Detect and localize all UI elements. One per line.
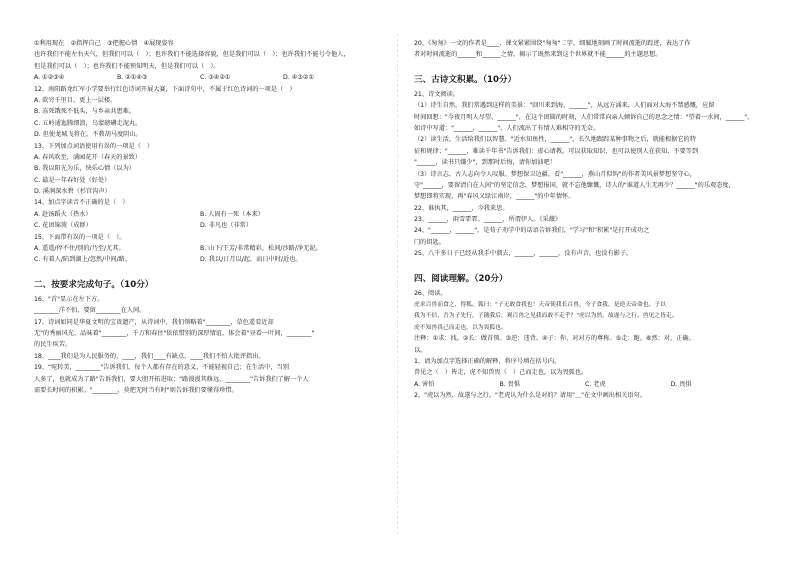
text-line <box>34 131 366 142</box>
line-text: ①利用现在 ②指挥自己 ③把握心情 ④展现姿容 <box>34 40 174 47</box>
text-line <box>34 307 366 318</box>
text-line <box>34 376 366 387</box>
line-text: A. 欲穷千里目，更上一层楼。 <box>34 96 117 104</box>
option-row <box>34 74 366 85</box>
text-line <box>414 216 756 227</box>
line-text: B. 冻死饿死不低头，与乡亲共患难。 <box>34 108 135 116</box>
option-row <box>34 245 366 256</box>
line-text: 无"的秀丽风光，品味着"________，千万和春住"依依惜别的深厚情谊，体会着"昼看一叶间，________" <box>34 329 315 337</box>
text-line <box>414 171 756 182</box>
section-heading: 四、阅读理解。（20分） <box>414 273 508 284</box>
text-line <box>34 120 366 131</box>
option-row <box>34 211 366 222</box>
text-line <box>414 205 756 216</box>
option-text: B. ②①④③ <box>117 74 148 82</box>
text-line <box>34 188 366 199</box>
line-text: 24、"______，______"，是荀子劝学中的话语告诉我们，"学习"和"积累"是打开成功之 <box>414 227 650 235</box>
line-text: D. 溪涧深水碧（杉宫沟声） <box>34 188 111 196</box>
text-line <box>414 301 756 312</box>
text-line <box>414 159 756 170</box>
text-line <box>414 392 756 403</box>
line-text: 时间回想："今夜月明人尽望，______"，在这个团圆的时刻，人们常常向亲人倾诉自己的思念之情："望着一水间，______"。 <box>414 113 754 121</box>
option-text: D. ④③②① <box>283 74 314 82</box>
line-text: "______，读书只嫌少"，到那时后悔，请你加油吧！ <box>414 159 556 167</box>
text-line <box>34 387 366 398</box>
section-heading: 三、古诗文积累。（10分） <box>414 74 517 85</box>
option-text: A. 害怕 <box>414 380 435 388</box>
section-heading: 二、按要求完成句子。（10分） <box>34 279 154 290</box>
text-line <box>34 234 366 245</box>
line-text: 者对时间流逝的______和______之情，揭示了既然来到这个世界就不能______的主题思想。 <box>414 51 662 59</box>
line-text: 21、诗文阅读。 <box>414 90 459 98</box>
line-text: 15、下面带有误的一项是（ ）。 <box>34 233 126 241</box>
text-line <box>34 296 366 307</box>
line-text: 虎求百兽而食之，得狐。狐曰："子无敢食我也！天帝使我长百兽，今子食我，是逆天帝命也。子以 <box>414 302 666 309</box>
line-text: 14、加点字读音不正确的是（ ） <box>34 199 129 207</box>
text-line <box>34 330 366 341</box>
line-text: A. 春风吹至，满园花开（春天的景致） <box>34 153 142 161</box>
line-text: 20、《匆匆》一文的作者是____，课文紧紧围绕"匆匆"二字，细腻地刻画了时间流逝的踪迹，表达了作 <box>414 40 691 47</box>
line-text: 23、______，雨雪霏霏。______，所谓伊人。《采薇》 <box>414 216 562 224</box>
line-text: 如诗中写道："______，______"，人们流出了有情人难相守的无奈。 <box>414 124 600 132</box>
text-line <box>34 177 366 188</box>
line-text: 12、南阳路龙红军小学要举行红色诗词开展大赛，下面诗句中，不属于红色诗词的一项是（ ） <box>34 85 296 93</box>
text-line <box>414 102 756 113</box>
line-text: 25、八千多日子已经从我手中溜去，______，______，没有声音，也没有影子。 <box>414 250 633 258</box>
option-text: C. 有着人/陷到湖上/忽然/中间/路。 <box>34 256 132 264</box>
line-text: 19、"宛转美，________"告诉我们，每个人都有存在的意义，不能轻视自己；在生活中，当别 <box>34 364 289 372</box>
text-line <box>34 353 366 364</box>
option-text: C. 花团锦簇（成群） <box>34 222 92 230</box>
line-text: 18、____我们是为人民服务的，____，我们____有缺点，____我们不怕人批评指出。 <box>34 352 265 360</box>
text-line <box>414 148 756 159</box>
text-line <box>414 335 756 346</box>
column-divider <box>397 34 398 534</box>
text-line <box>34 86 366 97</box>
line-text: 16、"首"显示在左下方。 <box>34 295 104 303</box>
line-text: （1）诗生自然，我们常遇到这样的美景："回川来到海，______"，从远方涌来，人们面对大海不禁感慨，应留 <box>414 102 715 110</box>
line-text: 以。 <box>414 346 427 354</box>
line-text: 门的钥匙。 <box>414 238 445 246</box>
text-line <box>34 319 366 330</box>
option-text: B. 人固有一死（本来） <box>200 210 264 218</box>
text-line <box>414 40 756 51</box>
line-text: C. 五岭逶迤腾细浪，乌蒙磅礴走泥丸。 <box>34 119 142 127</box>
text-line <box>34 341 366 352</box>
left-column <box>34 40 366 398</box>
line-text: 我为不信，吾为子先行，子随我后，观百兽之见我而敢不走乎？"虎以为然，故遂与之行。兽见之皆走。 <box>414 313 678 320</box>
line-text: 也许我们不能左右天气，但我们可以（ ）；也许我们不能选择容貌，但是我们可以（ ）；也许我们不能号令他人， <box>34 51 350 59</box>
line-text: C. 最是一年春好处（好处） <box>34 176 111 184</box>
line-text: B. 我以阳光为乐，快乐心情（以为） <box>34 165 135 173</box>
line-text: 17、诗词如同是华夏文明的宝贵遗产，从诗词中，我们领略着"________，草色遥看近却 <box>34 318 274 326</box>
text-line <box>34 199 366 210</box>
option-text: D. 非凡也（非常） <box>200 222 253 230</box>
line-text: （3）诗言志，古人志向令人叹服。梦想保卫边疆，看"______，燕山月似钩"的作者美风景梦想坚守心， <box>414 170 696 178</box>
line-text: 梦想即将实现，再"春风又绿江南岸，______"的中年情怀。 <box>414 193 575 201</box>
option-text: A. ①②③④ <box>34 74 65 82</box>
line-text: 人多了，也就成为了路"告诉我们，要大胆开拓进取；"路漫漫其修远，________"告诉我们了解一个人 <box>34 375 309 383</box>
line-text: 22、谁执其，______，今我来思。 <box>414 204 509 212</box>
text-line <box>34 51 366 62</box>
option-text: C. ③④②① <box>200 74 231 82</box>
text-line <box>414 324 756 335</box>
option-text: A. 遥遥/停不住/别的/乃至/尤其。 <box>34 245 125 253</box>
text-line <box>34 364 366 375</box>
line-text: 需要长时间的积累。"________，莫把无时当有时"则告诉我们要懂得珍惜。 <box>34 386 238 394</box>
text-line <box>414 290 756 301</box>
text-line <box>414 193 756 204</box>
line-text: 守"______，要留清白在人间"的坚定信念，梦想报国，就不忘他慷慨，诗人的"谁道人生无再少？______"的乐观态度， <box>414 181 735 189</box>
line-text: 征和规律；"______，难读千年书"告诉我们：虚心请教，可以获取知识，也可以使别人在获知，不要等到 <box>414 147 699 155</box>
option-text: D. 我以/日月以/起，而日中时/近也。 <box>200 256 302 264</box>
text-line <box>414 347 756 358</box>
option-row <box>34 256 366 267</box>
line-text: 注释：①求：找。②长：做首领。③逆：违背。④子：你，对对方的尊称。⑤走：跑。⑥然：对，正确。 <box>414 335 695 343</box>
line-text: ________洋不怕，要留________在人间。 <box>34 307 146 315</box>
text-line <box>34 63 366 74</box>
text-line <box>34 108 366 119</box>
option-row <box>34 222 366 233</box>
text-line <box>414 239 756 250</box>
line-text: 26、阅读。 <box>414 289 447 297</box>
text-line <box>414 312 756 323</box>
text-line <box>414 136 756 147</box>
text-line <box>414 91 756 102</box>
line-text: 的民生疾苦。 <box>34 341 72 349</box>
text-line <box>414 51 756 62</box>
right-column <box>414 40 756 404</box>
option-text: B. 山下/王芳/非常精彩，松间/沙路/净无泥。 <box>200 245 322 253</box>
text-line <box>414 358 756 369</box>
option-row <box>414 381 756 392</box>
text-line <box>34 165 366 176</box>
text-line <box>414 250 756 261</box>
line-text: 1、请为加点字选择正确的解释，将序号填在括号内。 <box>414 357 561 365</box>
line-text: 兽见之（ ）皆走，虎不知兽畏（ ）己而走也，以为畏狐也。 <box>414 369 588 377</box>
text-line <box>414 182 756 193</box>
line-text: 13、下列加点词语使用有误的一项是（ ） <box>34 142 154 150</box>
line-text: 但是我们可以（ ）；也许我们不能预知明天，但是我们可以（ ）。 <box>34 62 220 70</box>
text-line <box>34 97 366 108</box>
line-text: D. 但使龙城飞将在，不教胡马度阴山。 <box>34 131 142 139</box>
text-line <box>414 125 756 136</box>
line-text: 2、"虎以为然，故遂与之行。"老虎认为什么是对的？请用"＿"在文中画出相关语句。 <box>414 392 646 400</box>
text-line <box>414 227 756 238</box>
option-text: B. 畏惧 <box>499 380 521 388</box>
option-text: C. 老虎 <box>585 380 606 388</box>
text-line <box>414 369 756 380</box>
option-text: D. 畏惧 <box>670 380 692 388</box>
text-line <box>34 40 366 51</box>
line-text: 虎不知兽畏己而走也，以为畏狐也。 <box>414 324 507 331</box>
text-line <box>34 154 366 165</box>
line-text: （2）读生活，生活给我们以智慧。"近水知鱼性，______"，长久地跟踪某种事物之后，就能根据它的特 <box>414 136 696 144</box>
option-text: A. 赴汤蹈火（热水） <box>34 210 92 218</box>
text-line <box>34 143 366 154</box>
text-line <box>414 114 756 125</box>
